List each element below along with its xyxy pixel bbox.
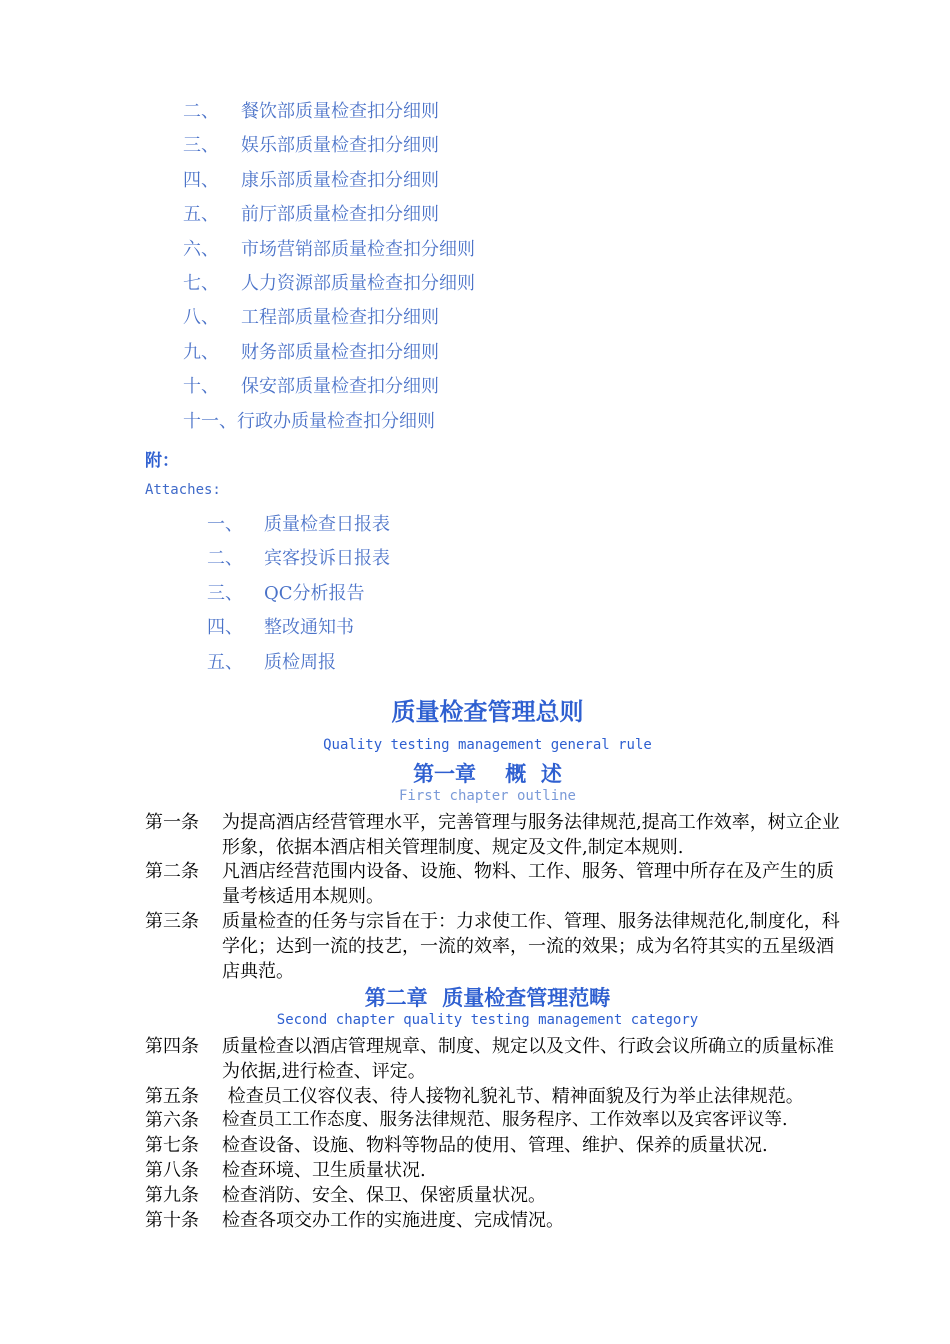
attachments-heading: 附：	[145, 451, 179, 471]
toc-item-title: 工程部质量检查扣分细则	[241, 307, 439, 329]
toc-item	[183, 304, 475, 338]
toc-item-title: 市场营销部质量检查扣分细则	[241, 238, 475, 260]
toc-item-title: 康乐部质量检查扣分细则	[241, 169, 439, 191]
toc-item	[183, 408, 475, 442]
attachment-number: 一、	[207, 514, 243, 535]
toc-item-title: 前厅部质量检查扣分细则	[241, 204, 439, 226]
main-title-en: Quality testing management general rule	[323, 737, 652, 753]
toc-item-number: 五、	[183, 204, 219, 226]
article-7	[145, 1133, 845, 1158]
toc-list	[183, 98, 475, 442]
toc-item	[183, 201, 475, 235]
article-1	[145, 810, 845, 860]
toc-item	[183, 167, 475, 201]
article-5	[145, 1084, 845, 1109]
main-title: 质量检查管理总则	[391, 697, 584, 726]
attachment-number: 三、	[207, 582, 243, 604]
article-label: 第七条	[145, 1135, 199, 1156]
article-text: 质量检查以酒店管理规章、制度、规定以及文件、行政会议所确立的质量标准为依据,进行检查、评定。	[222, 1036, 834, 1082]
attachment-item	[207, 580, 390, 614]
toc-item-number: 十、	[183, 376, 219, 398]
toc-item-number: 二、	[183, 101, 219, 122]
attachment-title: 质量检查日报表	[264, 514, 390, 535]
article-label: 第四条	[145, 1036, 199, 1057]
toc-item	[183, 373, 475, 407]
toc-item	[183, 132, 475, 166]
toc-item-number: 六、	[183, 238, 219, 260]
toc-item-number: 七、	[183, 272, 219, 294]
article-text: 检查员工仪容仪表、待人接物礼貌礼节、精神面貌及行为举止法律规范。	[222, 1086, 804, 1107]
toc-item-number: 三、	[183, 135, 219, 157]
article-label: 第二条	[145, 861, 199, 882]
toc-item-title: 十一、行政办质量检查扣分细则	[183, 410, 435, 432]
attachment-number: 四、	[207, 617, 243, 639]
attachment-item	[207, 545, 390, 579]
article-10	[145, 1208, 845, 1233]
article-text: 凡酒店经营范围内设备、设施、物料、工作、服务、管理中所存在及产生的质量考核适用本规则。	[222, 861, 834, 907]
article-8	[145, 1158, 845, 1183]
toc-item-number: 九、	[183, 341, 219, 363]
article-3	[145, 909, 845, 984]
article-text: 检查环境、卫生质量状况.	[222, 1160, 426, 1181]
attachment-number: 二、	[207, 548, 243, 570]
attachment-item	[207, 511, 390, 545]
article-6	[145, 1108, 845, 1133]
toc-item-title: 保安部质量检查扣分细则	[241, 376, 439, 398]
attachment-title: 质检周报	[264, 651, 336, 673]
toc-item-title: 娱乐部质量检查扣分细则	[241, 135, 439, 157]
attachment-item	[207, 614, 390, 648]
attachment-title: QC分析报告	[264, 582, 365, 604]
article-text: 质量检查的任务与宗旨在于：力求使工作、管理、服务法律规范化,制度化，科学化；达到一流的技艺，一流的效率，一流的效果；成为名符其实的五星级酒店典范。	[222, 911, 840, 982]
chapter-2-title: 第二章 质量检查管理范畴	[364, 985, 611, 1010]
article-text: 为提高酒店经营管理水平，完善管理与服务法律规范,提高工作效率，树立企业形象，依据本酒店相关管理制度、规定及文件,制定本规则.	[222, 812, 840, 858]
attachments-list	[207, 511, 390, 683]
article-label: 第六条	[145, 1110, 199, 1131]
attachments-heading-en: Attaches:	[145, 482, 221, 498]
article-text: 检查设备、设施、物料等物品的使用、管理、维护、保养的质量状况.	[222, 1135, 768, 1156]
article-label: 第十条	[145, 1210, 199, 1231]
chapter-1-title-en: First chapter outline	[398, 788, 576, 804]
article-2	[145, 859, 845, 909]
attachment-item	[207, 649, 390, 683]
article-text: 检查消防、安全、保卫、保密质量状况。	[222, 1185, 546, 1206]
chapter-2-title-en: Second chapter quality testing management category	[276, 1012, 699, 1028]
article-label: 第三条	[145, 911, 199, 932]
toc-item-title: 餐饮部质量检查扣分细则	[241, 101, 439, 122]
article-label: 第八条	[145, 1160, 199, 1181]
attachment-number: 五、	[207, 651, 243, 673]
attachment-title: 宾客投诉日报表	[264, 548, 390, 570]
article-4	[145, 1034, 845, 1084]
toc-item-title: 财务部质量检查扣分细则	[241, 341, 439, 363]
attachment-title: 整改通知书	[264, 617, 354, 639]
toc-item	[183, 339, 475, 373]
chapter-1-title: 第一章 概 述	[413, 761, 562, 786]
toc-item	[183, 270, 475, 304]
toc-item-number: 八、	[183, 307, 219, 329]
toc-item-title: 人力资源部质量检查扣分细则	[241, 272, 475, 294]
article-9	[145, 1183, 845, 1208]
toc-item	[183, 236, 475, 270]
toc-item-number: 四、	[183, 169, 219, 191]
article-text: 检查各项交办工作的实施进度、完成情况。	[222, 1210, 564, 1231]
article-text: 检查员工工作态度、服务法律规范、服务程序、工作效率以及宾客评议等.	[222, 1110, 788, 1130]
article-label: 第五条	[145, 1086, 199, 1107]
toc-item	[183, 98, 475, 132]
article-label: 第九条	[145, 1185, 199, 1206]
article-label: 第一条	[145, 812, 199, 833]
